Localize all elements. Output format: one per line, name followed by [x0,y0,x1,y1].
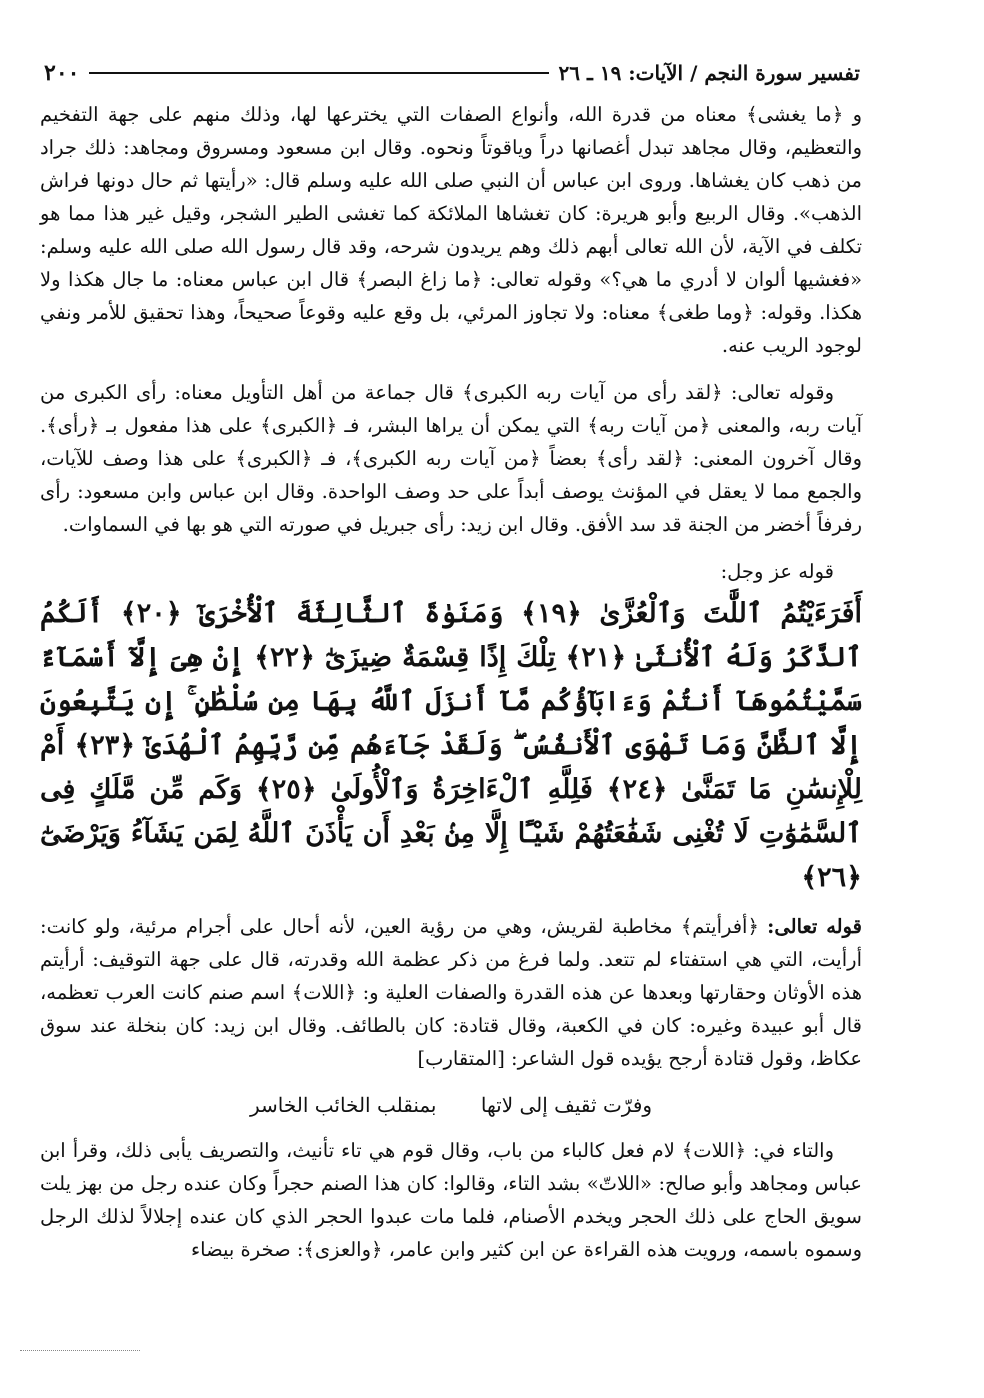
paragraph-4-text: ﴿أفرأيتم﴾ مخاطبة لقريش، وهي من رؤية العين، لأنه أحال على أجرام مرئية، ولو كانت: أرأيت، التي هي استفتاء لم تتعد. ولما فرغ من ذكر عظمة الله وقدرته، قال على جهة التوقيف: أرأيتم هذه الأوثان وحقارتها وبعدها عن هذه القدرة والصفات العلية و: ﴿اللات﴾ اسم صنم كانت العرب تعظمه، قال أبو عبيدة وغيره: كان في الكعبة، وقال قتادة: كان بالطائف. وقال ابن زيد: كان بنخلة عند سوق عكاظ، وقول قتادة أرجح يؤيده قول الشاعر: [المتقارب] [40,915,862,1070]
paragraph-5: والتاء في: ﴿اللات﴾ لام فعل كالباء من باب، وقال قوم هي تاء تأنيث، والتصريف يأبى ذلك، وقرأ ابن عباس ومجاهد وأبو صالح: «اللاتّ» بشد التاء، وقالوا: كان هذا الصنم حجراً وكان عنده رجل من بهز يلت سويق الحاج على ذلك الحجر ويخدم الأصنام، فلما مات عبدوا الحجر الذي كان عنده إجلالاً لذلك الرجل وسموه باسمه، ورويت هذه القراءة عن ابن كثير وابن عامر، ﴿والعزى﴾: صخرة بيضاء [40,1139,862,1261]
page-number: ٢٠٠ [44,60,80,86]
paragraph-1: و ﴿ما يغشى﴾ معناه من قدرة الله، وأنواع الصفات التي يخترعها لها، وذلك منهم على جهة التفخيم والتعظيم، وقال مجاهد تبدل أغصانها دراً وياقوتاً ونحوه. وقال ابن مسعود ومسروق ومجاهد: ذلك جراد من ذهب كان يغشاها. وروى ابن عباس أن النبي صلى الله عليه وسلم قال: «رأيتها ثم حال دونها فراش الذهب». وقال الربيع وأبو هريرة: كان تغشاها الملائكة كما تغشى الطير الشجر، وقيل غير هذا مما هو تكلف في الآية، لأن الله تعالى أبهم ذلك وهم يريدون شرحه، وقد قال رسول الله صلى الله عليه وسلم: «فغشيها ألوان لا أدري ما هي؟» وقوله تعالى: ﴿ما زاغ البصر﴾ قال ابن عباس معناه: ما جال هكذا ولا هكذا. وقوله: ﴿وما طغى﴾ معناه: ولا تجاوز المرئي، بل وقع عليه وقوعاً صحيحاً، وهذا تحقيق للأمر ونفي لوجود الريب عنه. [40,103,862,357]
quran-verses: أَفَرَءَيْتُمُ ٱللَّٰتَ وَٱلْعُزَّىٰ ﴿١٩﴾ وَمَنَوٰةَ ٱلثَّالِثَةَ ٱلْأُخْرَىٰٓ ﴿٢٠﴾ أَلَكُمُ ٱلذَّكَرُ وَلَهُ ٱلْأُنثَىٰ ﴿٢١﴾ تِلْكَ إِذًا قِسْمَةٌ ضِيزَىٰٓ ﴿٢٢﴾ إِنْ هِىَ إِلَّآ أَسْمَآءٌ سَمَّيْتُمُوهَآ أَنتُمْ وَءَابَآؤُكُم مَّآ أَنزَلَ ٱللَّهُ بِهَا مِن سُلْطَٰنٍ ۚ إِن يَتَّبِعُونَ إِلَّا ٱلظَّنَّ وَمَا تَهْوَى ٱلْأَنفُسُ ۖ وَلَقَدْ جَآءَهُم مِّن رَّبِّهِمُ ٱلْهُدَىٰٓ ﴿٢٣﴾ أَمْ لِلْإِنسَٰنِ مَا تَمَنَّىٰ ﴿٢٤﴾ فَلِلَّهِ ٱلْءَاخِرَةُ وَٱلْأُولَىٰ ﴿٢٥﴾ وَكَم مِّن مَّلَكٍ فِى ٱلسَّمَٰوَٰتِ لَا تُغْنِى شَفَٰعَتُهُمْ شَيْـًٔا إِلَّا مِنۢ بَعْدِ أَن يَأْذَنَ ٱللَّهُ لِمَن يَشَآءُ وَيَرْضَىٰٓ ﴿٢٦﴾ [40,598,863,893]
scan-margin-mark [20,1330,140,1351]
running-title: تفسير سورة النجم / الآيات: ١٩ ـ ٢٦ [558,61,860,85]
poem-hemistich-right: وفرّت ثقيف إلى لاتها [480,1093,653,1117]
paragraph-2: وقوله تعالى: ﴿لقد رأى من آيات ربه الكبرى﴾ قال جماعة من أهل التأويل معناه: رأى الكبرى من آيات ربه، والمعنى ﴿من آيات ربه﴾ التي يمكن أن يراها البشر، فـ ﴿الكبرى﴾ على هذا مفعول بـ ﴿رأى﴾. وقال آخرون المعنى: ﴿لقد رأى﴾ بعضاً ﴿من آيات ربه الكبرى﴾، فـ ﴿الكبرى﴾ على هذا وصف للآيات، والجمع مما لا يعقل في المؤنث يوصف أبداً على حد وصف الواحدة. وقال ابن عباس وابن مسعود: رأى رفرفاً أخضر من الجنة قد سد الأفق. وقال ابن زيد: رأى جبريل في صورته التي هو بها في السماوات. [40,381,862,536]
page-header [34,56,860,90]
paragraph-4-lead: قوله تعالى: [767,915,862,938]
verse-intro: قوله عز وجل: [720,560,834,583]
page-body [40,98,862,1280]
paragraph-4 [40,910,862,1075]
header-rule [89,72,548,74]
poem-hemistich-left: بمنقلب الخائب الخاسر [249,1093,437,1117]
poem-line [40,1089,862,1122]
